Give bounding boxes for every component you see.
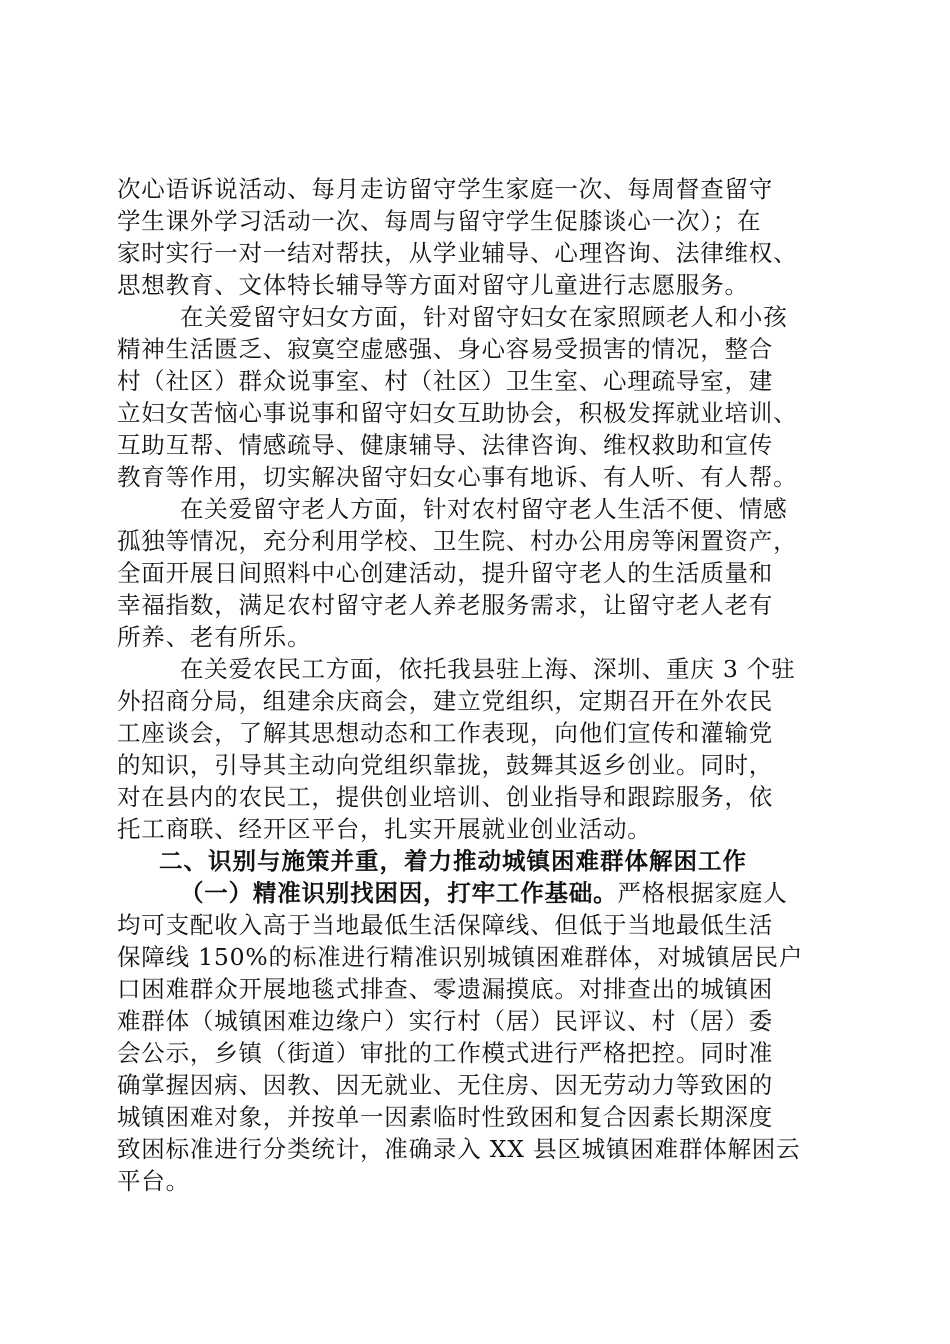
text-line: 家时实行一对一结对帮扶，从学业辅导、心理咨询、法律维权、 — [117, 239, 798, 267]
text-line: 托工商联、经开区平台，扎实开展就业创业活动。 — [117, 815, 652, 843]
subsection-first-line — [117, 877, 832, 909]
text-line: 平台。 — [117, 1167, 190, 1195]
text-line: 难群体（城镇困难边缘户）实行村（居）民评议、村（居）委 — [117, 1007, 774, 1035]
text-line: 外招商分局，组建余庆商会，建立党组织，定期召开在外农民 — [117, 687, 774, 715]
subsection-heading: （一）精准识别找困因，打牢工作基础。 — [180, 879, 618, 907]
text-line: 口困难群众开展地毯式排查、零遗漏摸底。对排查出的城镇困 — [117, 975, 774, 1003]
text-line: 保障线 150%的标准进行精准识别城镇困难群体，对城镇居民户 — [117, 943, 804, 971]
text-line: 致困标准进行分类统计，准确录入 XX 县区城镇困难群体解困云 — [117, 1135, 801, 1163]
text-line: 所养、老有所乐。 — [117, 623, 312, 651]
paragraph-start-line: 在关爱留守妇女方面，针对留守妇女在家照顾老人和小孩 — [180, 303, 788, 331]
subsection-text: 严格根据家庭人 — [617, 879, 788, 907]
text-line: 对在县内的农民工，提供创业培训、创业指导和跟踪服务，依 — [117, 783, 774, 811]
text-line: 确掌握因病、因教、因无就业、无住房、因无劳动力等致困的 — [117, 1071, 774, 1099]
text-line: 城镇困难对象，并按单一因素临时性致困和复合因素长期深度 — [117, 1103, 774, 1131]
text-line: 教育等作用，切实解决留守妇女心事有地诉、有人听、有人帮。 — [117, 463, 798, 491]
text-line: 全面开展日间照料中心创建活动，提升留守老人的生活质量和 — [117, 559, 774, 587]
text-line: 思想教育、文体特长辅导等方面对留守儿童进行志愿服务。 — [117, 271, 749, 299]
text-line: 的知识，引导其主动向党组织靠拢，鼓舞其返乡创业。同时， — [117, 751, 774, 779]
text-line: 立妇女苦恼心事说事和留守妇女互助协会，积极发挥就业培训、 — [117, 399, 798, 427]
text-line: 均可支配收入高于当地最低生活保障线、但低于当地最低生活 — [117, 911, 774, 939]
text-line: 互助互帮、情感疏导、健康辅导、法律咨询、维权救助和宣传 — [117, 431, 774, 459]
text-line: 精神生活匮乏、寂寞空虚感强、身心容易受损害的情况，整合 — [117, 335, 774, 363]
text-line: 工座谈会，了解其思想动态和工作表现，向他们宣传和灌输党 — [117, 719, 774, 747]
paragraph-start-line: 在关爱农民工方面，依托我县驻上海、深圳、重庆 3 个驻 — [180, 655, 796, 683]
text-line: 次心语诉说活动、每月走访留守学生家庭一次、每周督查留守 — [117, 175, 774, 203]
paragraph-start-line: 在关爱留守老人方面，针对农村留守老人生活不便、情感 — [180, 495, 788, 523]
text-line: 孤独等情况，充分利用学校、卫生院、村办公用房等闲置资产， — [117, 527, 798, 555]
section-heading: 二、识别与施策并重，着力推动城镇困难群体解困工作 — [159, 847, 747, 875]
text-line: 会公示，乡镇（街道）审批的工作模式进行严格把控。同时准 — [117, 1039, 774, 1067]
text-line: 村（社区）群众说事室、村（社区）卫生室、心理疏导室，建 — [117, 367, 774, 395]
body-text — [117, 173, 832, 1197]
text-line: 幸福指数，满足农村留守老人养老服务需求，让留守老人老有 — [117, 591, 774, 619]
text-line: 学生课外学习活动一次、每周与留守学生促膝谈心一次）；在 — [117, 207, 762, 235]
